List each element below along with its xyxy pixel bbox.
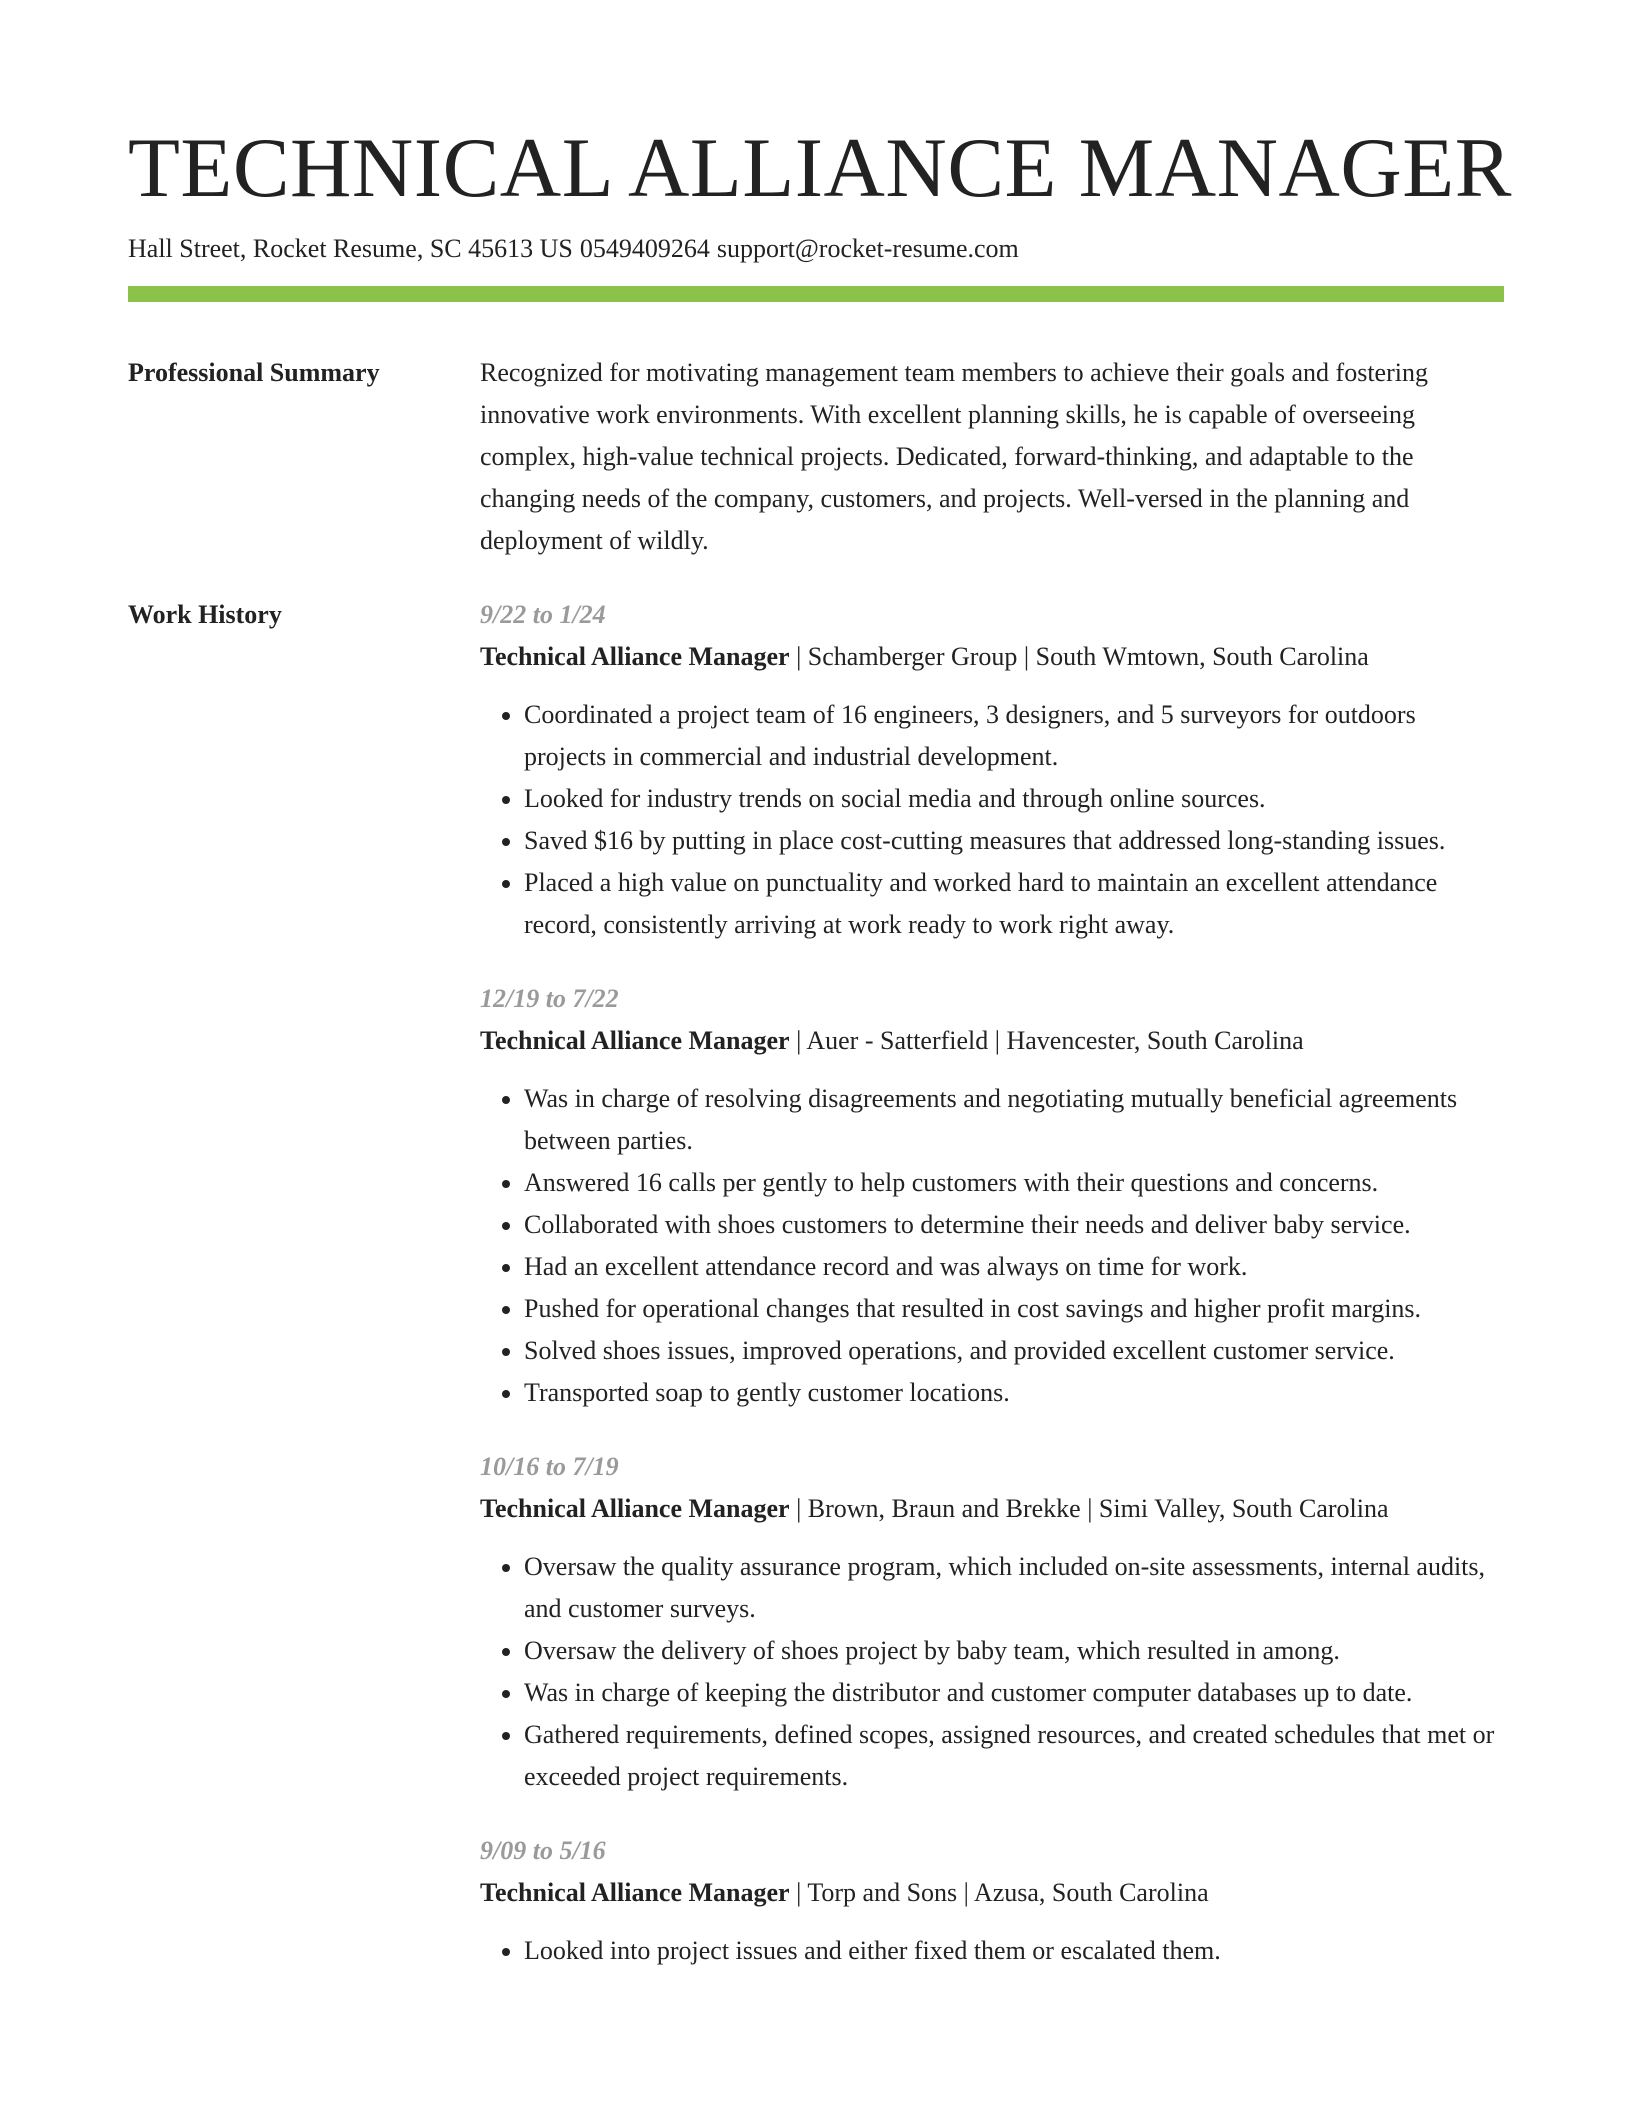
job-heading [480, 1488, 1504, 1530]
job-bullet: • Placed a high value on punctuality and worked hard to maintain an excellent attendance record, consistently arriving at work ready to work right away. [524, 862, 1504, 946]
job-bullet-list [480, 1078, 1504, 1414]
job-bullet: • Transported soap to gently customer locations. [524, 1372, 1504, 1414]
job-bullet: • Was in charge of resolving disagreements and negotiating mutually beneficial agreements between parties. [524, 1078, 1504, 1162]
job-bullet: • Collaborated with shoes customers to determine their needs and deliver baby service. [524, 1204, 1504, 1246]
job-company-location: | Torp and Sons | Azusa, South Carolina [789, 1878, 1209, 1907]
job-title: Technical Alliance Manager [480, 1494, 790, 1523]
work-history-section [128, 594, 1504, 1972]
professional-summary-text: Recognized for motivating management team members to achieve their goals and fostering innovative work environments. With excellent planning skills, he is capable of overseeing complex, high-value technical projects. Dedicated, forward-thinking, and adaptable to the changing needs of the company, customers, and projects. Well-versed in the planning and deployment of wildly. [480, 358, 1428, 555]
job-heading [480, 1020, 1504, 1062]
job-bullet: • Answered 16 calls per gently to help customers with their questions and concerns. [524, 1162, 1504, 1204]
job-entry [480, 594, 1504, 946]
job-company-location: | Auer - Satterfield | Havencester, South Carolina [789, 1026, 1304, 1055]
job-title: Technical Alliance Manager [480, 1878, 790, 1907]
job-bullet: • Saved $16 by putting in place cost-cutting measures that addressed long-standing issues. [524, 820, 1504, 862]
job-bullet: • Oversaw the delivery of shoes project by baby team, which resulted in among. [524, 1630, 1504, 1672]
job-bullet-list [480, 694, 1504, 946]
resume-page [128, 0, 1512, 1972]
contact-phone: 0549409264 [579, 234, 710, 263]
job-dates: 12/19 to 7/22 [480, 984, 619, 1013]
job-title: Technical Alliance Manager [480, 1026, 790, 1055]
professional-summary-section [128, 352, 1504, 562]
job-entry [480, 1446, 1504, 1798]
job-heading [480, 1872, 1504, 1914]
work-history-heading: Work History [128, 600, 282, 629]
job-dates: 9/22 to 1/24 [480, 600, 606, 629]
contact-info [128, 232, 1504, 266]
job-bullet: • Looked into project issues and either fixed them or escalated them. [524, 1930, 1504, 1972]
job-dates: 9/09 to 5/16 [480, 1836, 606, 1865]
job-entry [480, 1830, 1504, 1972]
job-company-location: | Brown, Braun and Brekke | Simi Valley, South Carolina [789, 1494, 1389, 1523]
job-title: Technical Alliance Manager [480, 642, 790, 671]
job-dates: 10/16 to 7/19 [480, 1452, 619, 1481]
job-bullet: • Looked for industry trends on social media and through online sources. [524, 778, 1504, 820]
job-bullet: • Solved shoes issues, improved operations, and provided excellent customer service. [524, 1330, 1504, 1372]
contact-address: Hall Street, Rocket Resume, SC 45613 US [128, 234, 573, 263]
resume-title: TECHNICAL ALLIANCE MANAGER [128, 121, 1512, 215]
job-bullet: • Oversaw the quality assurance program, which included on-site assessments, internal audits, and customer surveys. [524, 1546, 1504, 1630]
job-heading [480, 636, 1504, 678]
job-bullet: • Coordinated a project team of 16 engineers, 3 designers, and 5 surveyors for outdoors projects in commercial and industrial development. [524, 694, 1504, 778]
job-entry [480, 978, 1504, 1414]
job-company-location: | Schamberger Group | South Wmtown, South Carolina [789, 642, 1369, 671]
header-divider [128, 286, 1504, 302]
professional-summary-heading: Professional Summary [128, 358, 380, 387]
job-bullet: • Gathered requirements, defined scopes, assigned resources, and created schedules that met or exceeded project requirements. [524, 1714, 1504, 1798]
work-history-list [480, 594, 1504, 1972]
job-bullet-list [480, 1546, 1504, 1798]
job-bullet-list [480, 1930, 1504, 1972]
contact-email: support@rocket-resume.com [716, 234, 1019, 263]
job-bullet: • Had an excellent attendance record and was always on time for work. [524, 1246, 1504, 1288]
job-bullet: • Pushed for operational changes that resulted in cost savings and higher profit margins. [524, 1288, 1504, 1330]
job-bullet: • Was in charge of keeping the distributor and customer computer databases up to date. [524, 1672, 1504, 1714]
